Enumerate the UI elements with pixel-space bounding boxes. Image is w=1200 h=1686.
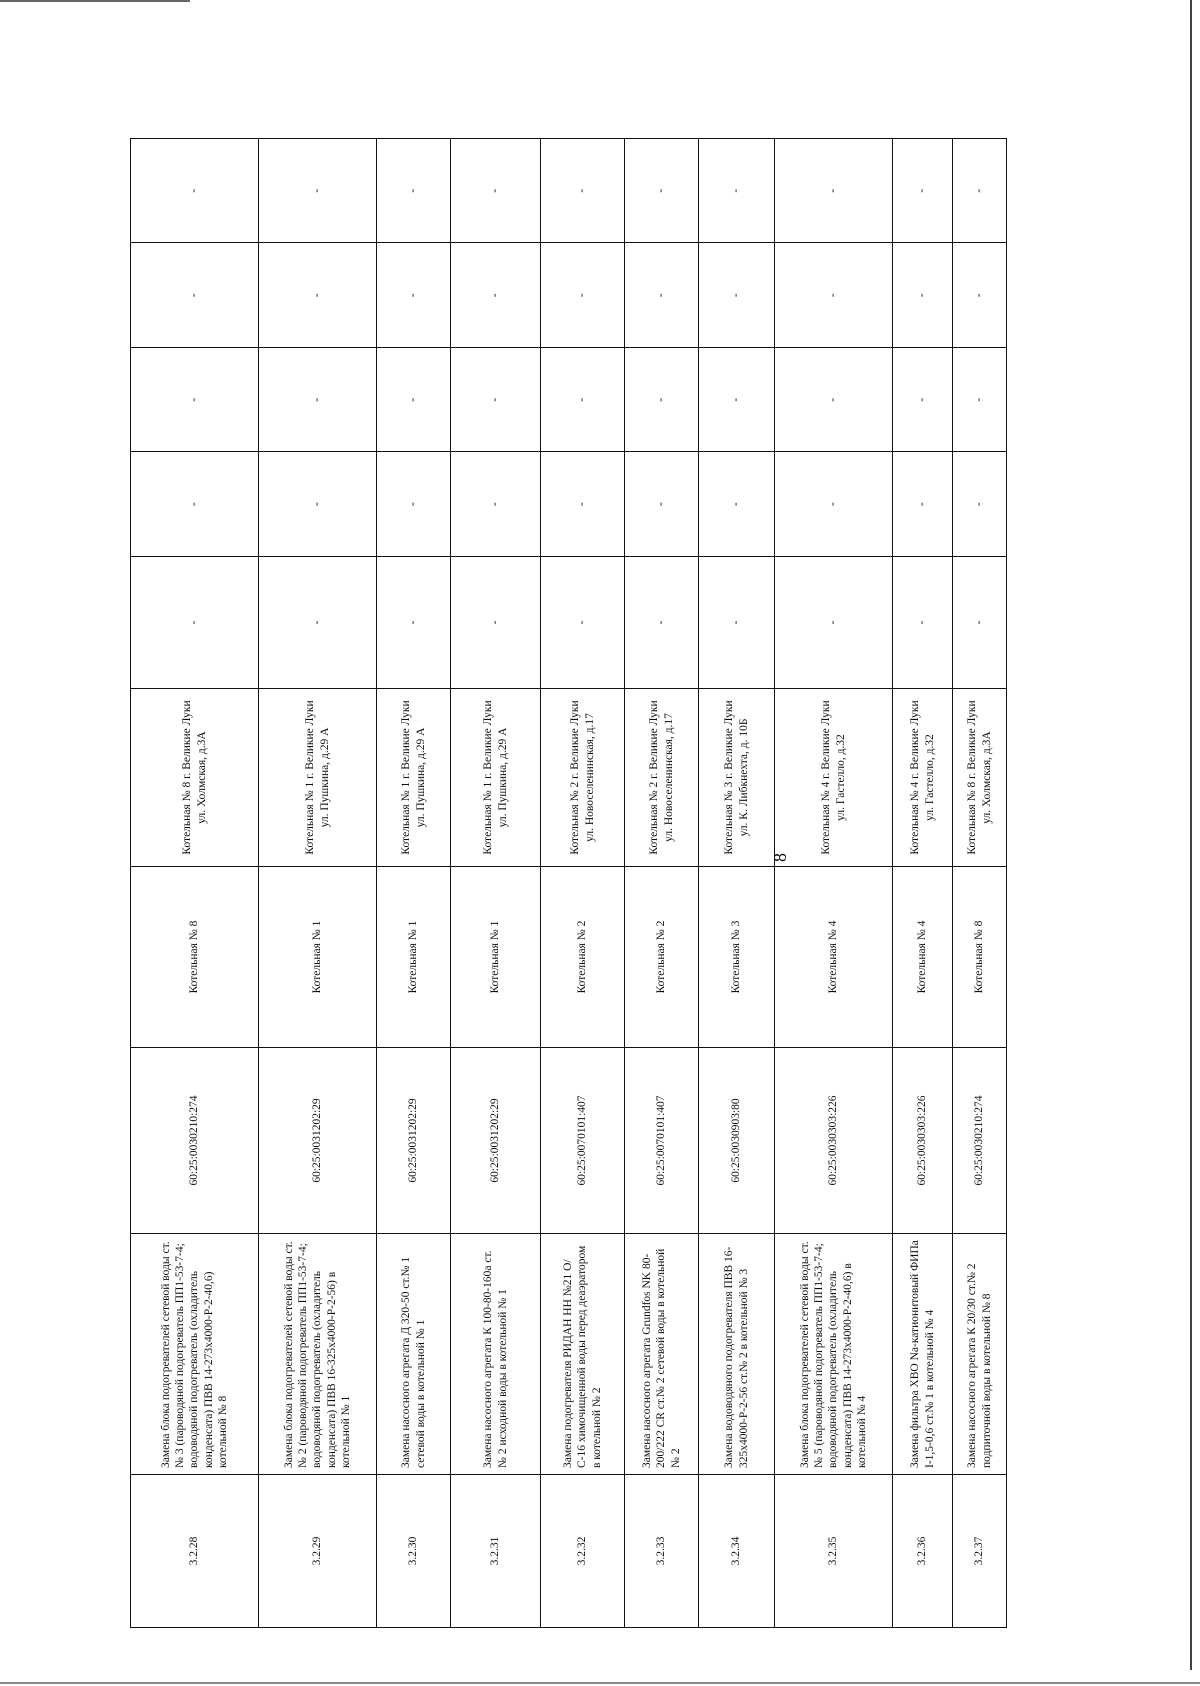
object-name: Котельная № 4: [893, 867, 953, 1048]
cadastral-number: 60:25:0070101:407: [625, 1048, 699, 1234]
empty-cell: -: [131, 139, 259, 244]
empty-cell: -: [259, 557, 377, 689]
object-address: Котельная № 2 г. Великие Луки ул. Новоселенинская, д.17: [541, 689, 625, 867]
empty-cell: -: [131, 243, 259, 348]
empty-cell: -: [451, 243, 541, 348]
object-name: Котельная № 1: [377, 867, 451, 1048]
page-number: 8: [770, 853, 790, 862]
object-address: Котельная № 8 г. Великие Луки ул. Холмская, д.3А: [953, 689, 1007, 867]
object-name: Котельная № 8: [953, 867, 1007, 1048]
empty-cell: -: [259, 243, 377, 348]
table-row: [953, 139, 1007, 1628]
work-description: Замена насосного агрегата К 100-80-160а ст.№ 2 исходной воды в котельной № 1: [451, 1234, 541, 1475]
object-name: Котельная № 2: [541, 867, 625, 1048]
cadastral-number: 60:25:0030210:274: [953, 1048, 1007, 1234]
empty-cell: -: [131, 452, 259, 557]
empty-cell: -: [541, 139, 625, 244]
object-name: Котельная № 2: [625, 867, 699, 1048]
work-description: Замена насосного агрегата Д 320-50 ст.№ 1 сетевой воды в котельной № 1: [377, 1234, 451, 1475]
empty-cell: -: [451, 139, 541, 244]
table-row: [699, 139, 775, 1628]
table-row: [541, 139, 625, 1628]
empty-cell: -: [699, 243, 775, 348]
table-row: [893, 139, 953, 1628]
empty-cell: -: [625, 243, 699, 348]
empty-cell: -: [775, 348, 893, 453]
object-name: Котельная № 3: [699, 867, 775, 1048]
work-description: Замена насосного агрегата К 20/30 ст.№ 2 подпиточной воды в котельной № 8: [953, 1234, 1007, 1475]
empty-cell: -: [259, 139, 377, 244]
work-description: Замена насосного агрегата Grundfos NK 80-200/222 CR ст.№ 2 сетевой воды в котельной № 2: [625, 1234, 699, 1475]
table-row: [775, 139, 893, 1628]
empty-cell: -: [699, 348, 775, 453]
object-address: Котельная № 4 г. Великие Луки ул. Гастелло, д.32: [893, 689, 953, 867]
empty-cell: -: [953, 243, 1007, 348]
empty-cell: -: [699, 557, 775, 689]
empty-cell: -: [541, 348, 625, 453]
empty-cell: -: [377, 557, 451, 689]
object-name: Котельная № 4: [775, 867, 893, 1048]
empty-cell: -: [893, 139, 953, 244]
rotated-table-container: [130, 138, 1007, 1628]
empty-cell: -: [377, 243, 451, 348]
empty-cell: -: [775, 452, 893, 557]
row-number: 3.2.35: [775, 1475, 893, 1628]
table-row: [377, 139, 451, 1628]
table-row: [131, 139, 259, 1628]
works-table-body: [131, 139, 1007, 1628]
empty-cell: -: [893, 452, 953, 557]
object-name: Котельная № 1: [451, 867, 541, 1048]
empty-cell: -: [775, 243, 893, 348]
scan-edge-bottom: [0, 1682, 1200, 1684]
empty-cell: -: [893, 348, 953, 453]
object-address: Котельная № 8 г. Великие Луки ул. Холмская, д.3А: [131, 689, 259, 867]
cadastral-number: 60:25:0031202:29: [377, 1048, 451, 1234]
object-name: Котельная № 1: [259, 867, 377, 1048]
row-number: 3.2.36: [893, 1475, 953, 1628]
empty-cell: -: [775, 139, 893, 244]
empty-cell: -: [131, 557, 259, 689]
empty-cell: -: [259, 452, 377, 557]
empty-cell: -: [131, 348, 259, 453]
empty-cell: -: [625, 452, 699, 557]
empty-cell: -: [377, 348, 451, 453]
empty-cell: -: [699, 139, 775, 244]
cadastral-number: 60:25:0030210:274: [131, 1048, 259, 1234]
empty-cell: -: [541, 452, 625, 557]
work-description: Замена водоводяного подогревателя ПВВ 16-325х4000-Р-2-56 ст.№ 2 в котельной № 3: [699, 1234, 775, 1475]
empty-cell: -: [259, 348, 377, 453]
empty-cell: -: [953, 452, 1007, 557]
cadastral-number: 60:25:0031202:29: [259, 1048, 377, 1234]
object-address: Котельная № 1 г. Великие Луки ул. Пушкина, д.29 А: [377, 689, 451, 867]
work-description: Замена блока подогревателей сетевой воды ст. № 3 (пароводяной подогреватель ПП1-53-7-4; водоводяной подогреватель (охладитель конденсата) ПВВ 14-273х4000-Р-2-40,6) котельной № 8: [131, 1234, 259, 1475]
empty-cell: -: [451, 348, 541, 453]
cadastral-number: 60:25:0031202:29: [451, 1048, 541, 1234]
work-description: Замена блока подогревателей сетевой воды ст. № 2 (пароводяной подогреватель ПП1-53-7-4; водоводяной подогреватель (охладитель конденсата) ПВВ 16-325х4000-Р-2-56) в котельной № 1: [259, 1234, 377, 1475]
empty-cell: -: [541, 243, 625, 348]
row-number: 3.2.28: [131, 1475, 259, 1628]
cadastral-number: 60:25:0070101:407: [541, 1048, 625, 1234]
empty-cell: -: [377, 452, 451, 557]
works-table: [130, 138, 1007, 1628]
empty-cell: -: [625, 557, 699, 689]
empty-cell: -: [953, 348, 1007, 453]
empty-cell: -: [541, 557, 625, 689]
empty-cell: -: [893, 243, 953, 348]
object-address: Котельная № 1 г. Великие Луки ул. Пушкина, д.29 А: [259, 689, 377, 867]
row-number: 3.2.32: [541, 1475, 625, 1628]
row-number: 3.2.29: [259, 1475, 377, 1628]
cadastral-number: 60:25:0030303:226: [893, 1048, 953, 1234]
row-number: 3.2.37: [953, 1475, 1007, 1628]
object-address: Котельная № 3 г. Великие Луки ул. К. Либкнехта, д. 10Б: [699, 689, 775, 867]
work-description: Замена фильтра ХВО Na-катионитовый ФИПа I-1,5-0,6 ст.№ 1 в котельной № 4: [893, 1234, 953, 1475]
row-number: 3.2.34: [699, 1475, 775, 1628]
empty-cell: -: [451, 452, 541, 557]
table-row: [259, 139, 377, 1628]
empty-cell: -: [699, 452, 775, 557]
object-address: Котельная № 2 г. Великие Луки ул. Новоселенинская, д.17: [625, 689, 699, 867]
object-name: Котельная № 8: [131, 867, 259, 1048]
table-row: [451, 139, 541, 1628]
work-description: Замена подогревателя РИДАН НН №21 О/С-16 химочищенной воды перед деаэратором в котельной № 2: [541, 1234, 625, 1475]
cadastral-number: 60:25:0030903:80: [699, 1048, 775, 1234]
row-number: 3.2.31: [451, 1475, 541, 1628]
empty-cell: -: [377, 139, 451, 244]
object-address: Котельная № 4 г. Великие Луки ул. Гастелло, д.32: [775, 689, 893, 867]
table-row: [625, 139, 699, 1628]
empty-cell: -: [953, 139, 1007, 244]
work-description: Замена блока подогревателей сетевой воды ст. № 5 (пароводяной подогреватель ПП1-53-7-4; водоводяной подогреватель (охладитель конденсата) ПВВ 14-273х4000-Р-2-40,6) в котельной № 4: [775, 1234, 893, 1475]
cadastral-number: 60:25:0030303:226: [775, 1048, 893, 1234]
object-address: Котельная № 1 г. Великие Луки ул. Пушкина, д.29 А: [451, 689, 541, 867]
empty-cell: -: [775, 557, 893, 689]
scan-edge-top: [0, 0, 190, 2]
empty-cell: -: [625, 139, 699, 244]
scan-edge-right: [1190, 0, 1192, 1670]
empty-cell: -: [451, 557, 541, 689]
empty-cell: -: [893, 557, 953, 689]
row-number: 3.2.30: [377, 1475, 451, 1628]
row-number: 3.2.33: [625, 1475, 699, 1628]
empty-cell: -: [953, 557, 1007, 689]
empty-cell: -: [625, 348, 699, 453]
